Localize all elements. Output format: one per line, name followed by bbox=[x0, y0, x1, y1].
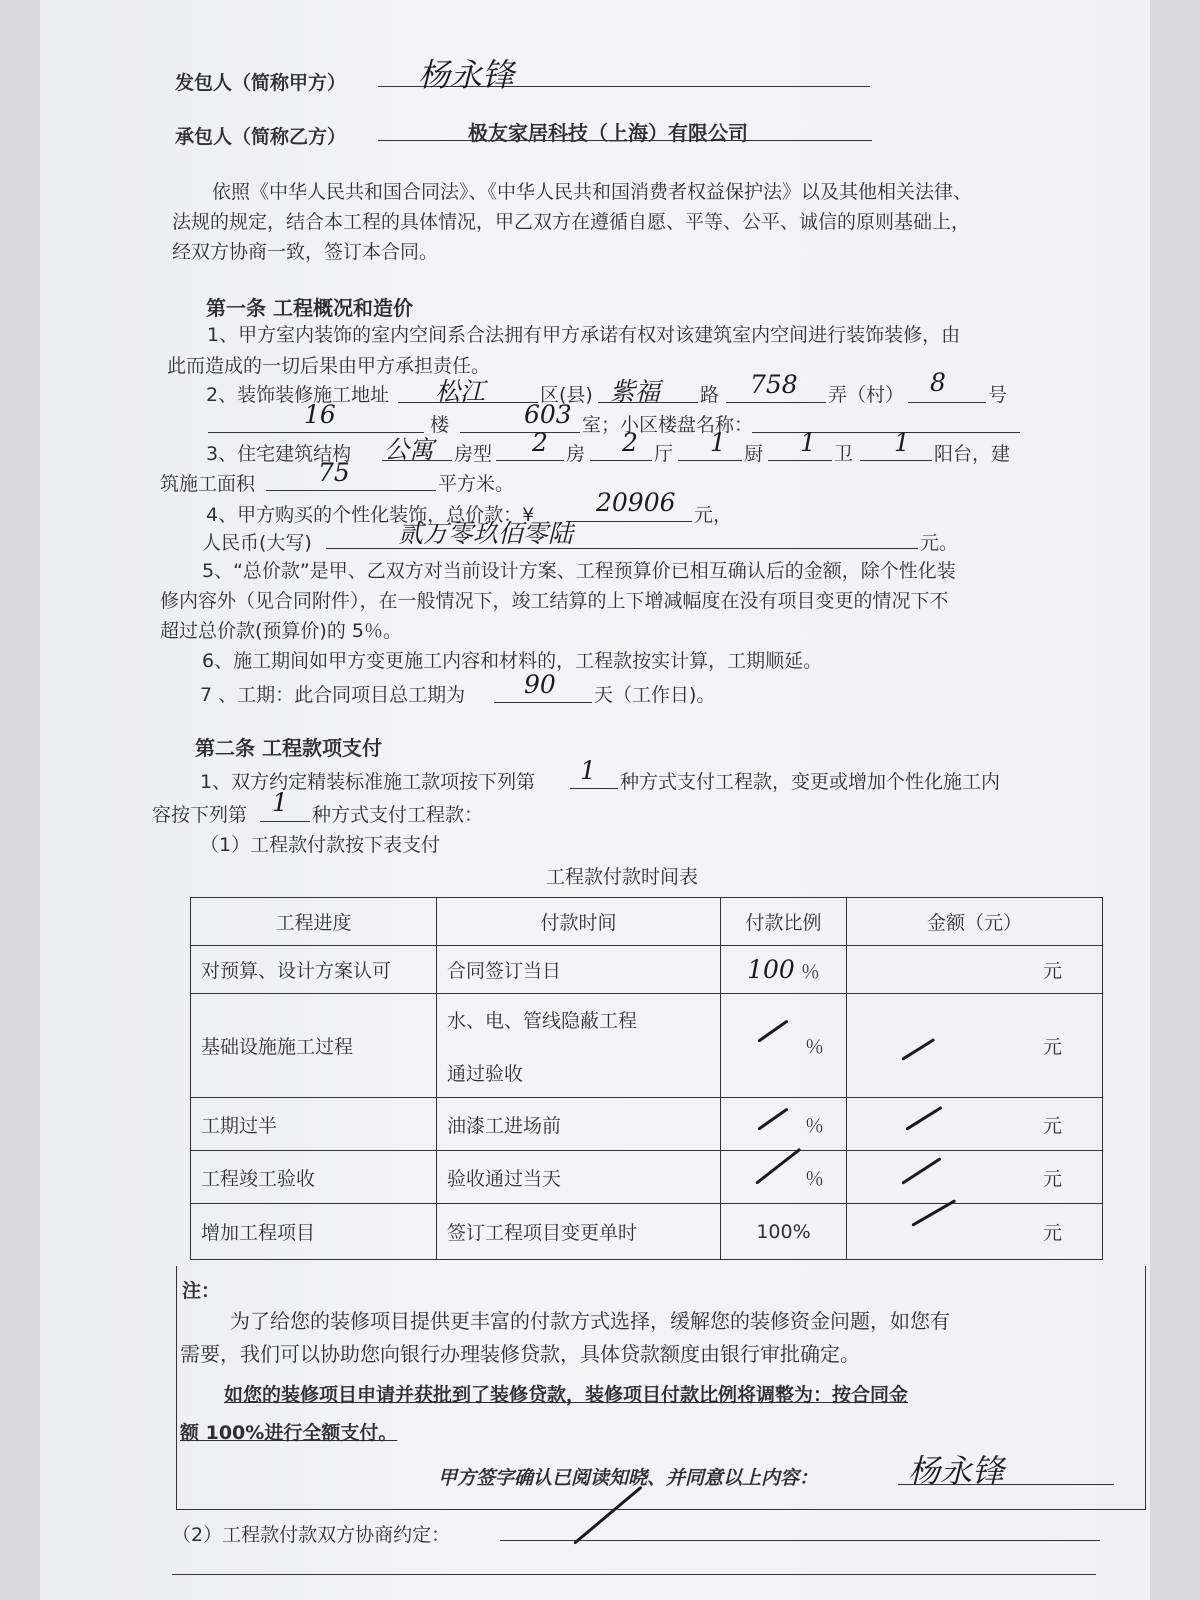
table-header-row bbox=[191, 898, 1103, 946]
row1-ratio bbox=[721, 946, 847, 994]
total-unit: 元， bbox=[694, 504, 733, 526]
rooms-value: 2 bbox=[532, 428, 548, 457]
rmb-label: 人民币(大写) bbox=[202, 532, 312, 554]
building-value: 16 bbox=[304, 400, 336, 429]
note-line-1: 为了给您的装修项目提供更丰富的付款方式选择，缓解您的装修资金问题，如您有 bbox=[230, 1309, 950, 1333]
row4-amount: 元 bbox=[847, 1151, 1103, 1204]
method2-line bbox=[260, 821, 310, 822]
intro-line-1: 依照《中华人民共和国合同法》、《中华人民共和国消费者权益保护法》以及其他相关法律、 bbox=[212, 181, 973, 203]
row4-time: 验收通过当天 bbox=[437, 1151, 721, 1204]
payment-sub1: （1）工程款付款按下表支付 bbox=[200, 834, 441, 856]
balconies-label: 阳台，建 bbox=[934, 443, 1011, 465]
row2-stage: 基础设施施工过程 bbox=[191, 994, 437, 1098]
area-label: 筑施工面积 bbox=[160, 473, 256, 495]
contract-page bbox=[40, 0, 1150, 1600]
row3-time: 油漆工进场前 bbox=[437, 1098, 721, 1151]
district-value: 松江 bbox=[435, 377, 486, 406]
area-value: 75 bbox=[318, 458, 350, 487]
row3-amount: 元 bbox=[847, 1098, 1103, 1151]
district-label: 区(县) bbox=[540, 384, 593, 406]
article1-item1-b: 此而造成的一切后果由甲方承担责任。 bbox=[167, 355, 491, 377]
duration-label: 7 、工期：此合同项目总工期为 bbox=[200, 684, 466, 706]
structure-label: 3、住宅建筑结构 bbox=[206, 443, 352, 465]
lane-line bbox=[726, 402, 826, 403]
row4-ratio: ％ bbox=[721, 1151, 847, 1204]
row2-time-a: 水、电、管线隐蔽工程 bbox=[447, 1009, 638, 1032]
payment-sub2: （2）工程款付款双方协商约定： bbox=[172, 1524, 451, 1546]
no-label: 号 bbox=[988, 384, 1008, 406]
lane-label: 弄（村） bbox=[828, 384, 905, 406]
note-line-3: 如您的装修项目申请并获批到了装修贷款，装修项目付款比例将调整为：按合同金 bbox=[224, 1384, 909, 1406]
payment-table-title: 工程款付款时间表 bbox=[546, 866, 699, 888]
row5-time: 签订工程项目变更单时 bbox=[437, 1204, 721, 1260]
item5-c: 超过总价款(预算价)的 5％。 bbox=[160, 620, 402, 642]
row5-stage: 增加工程项目 bbox=[191, 1204, 437, 1260]
rmb-unit: 元。 bbox=[920, 532, 959, 554]
duration-value: 90 bbox=[524, 670, 556, 699]
kitchens-label: 厨 bbox=[744, 443, 764, 465]
party-a-label: 发包人（简称甲方） bbox=[175, 72, 347, 94]
row1-stage: 对预算、设计方案认可 bbox=[191, 946, 437, 994]
balconies-line bbox=[860, 460, 932, 461]
sub2-line-1 bbox=[500, 1540, 1100, 1541]
total-line bbox=[566, 521, 692, 522]
balconies-value: 1 bbox=[894, 428, 910, 457]
article2-item1-c: 容按下列第 bbox=[152, 804, 248, 826]
article2-item1-d: 种方式支付工程款： bbox=[312, 804, 484, 826]
row2-ratio: ％ bbox=[721, 994, 847, 1098]
room-label: 室；小区楼盘名称： bbox=[582, 414, 754, 436]
row3-stage: 工期过半 bbox=[191, 1098, 437, 1151]
road-value: 紫福 bbox=[610, 377, 661, 406]
confirm-label: 甲方签字确认已阅读知晓、并同意以上内容： bbox=[438, 1467, 819, 1489]
article1-title: 第一条 工程概况和造价 bbox=[206, 296, 413, 320]
intro-line-3: 经双方协商一致，签订本合同。 bbox=[172, 241, 439, 263]
community-line bbox=[752, 432, 1020, 433]
structure-value: 公寓 bbox=[384, 435, 435, 464]
table-row bbox=[191, 994, 1103, 1098]
intro-line-2: 法规的规定，结合本工程的具体情况，甲乙双方在遵循自愿、平等、公平、诚信的原则基础上， bbox=[172, 211, 971, 233]
note-line-4: 额 100%进行全额支付。 bbox=[180, 1422, 398, 1444]
table-row bbox=[191, 946, 1103, 994]
row2-amount: 元 bbox=[847, 994, 1103, 1098]
header-ratio: 付款比例 bbox=[721, 898, 847, 946]
kitchens-line bbox=[678, 460, 742, 461]
item5-b: 修内容外（见合同附件），在一般情况下，竣工结算的上下增减幅度在没有项目变更的情况下不 bbox=[160, 590, 949, 612]
row2-time bbox=[437, 994, 721, 1098]
payment-table bbox=[190, 897, 1103, 1260]
duration-unit: 天（工作日)。 bbox=[594, 684, 716, 706]
halls-value: 2 bbox=[622, 428, 638, 457]
rooms-line bbox=[496, 460, 564, 461]
building-label: 楼 bbox=[430, 414, 450, 436]
confirm-signature: 杨永锋 bbox=[908, 1452, 1005, 1490]
header-stage: 工程进度 bbox=[191, 898, 437, 946]
rooms-label: 房 bbox=[566, 443, 586, 465]
article2-item1-a: 1、双方约定精装标准施工款项按下列第 bbox=[200, 771, 536, 793]
row1-ratio-unit: ％ bbox=[800, 961, 820, 983]
item6: 6、施工期间如甲方变更施工内容和材料的，工程款按实计算，工期顺延。 bbox=[202, 650, 823, 672]
method1-line bbox=[570, 788, 618, 789]
item5-a: 5、“总价款”是甲、乙双方对当前设计方案、工程预算价已相互确认后的金额，除个性化装 bbox=[202, 560, 956, 582]
row1-ratio-value: 100 bbox=[747, 955, 795, 984]
rmb-value: 贰万零玖佰零陆 bbox=[398, 519, 574, 548]
total-label: 4、甲方购买的个性化装饰，总价款：¥ bbox=[206, 504, 535, 526]
article1-item1-a: 1、甲方室内装饰的室内空间系合法拥有甲方承诺有权对该建筑室内空间进行装饰装修，由 bbox=[207, 324, 961, 346]
road-label: 路 bbox=[700, 384, 720, 406]
header-amount: 金额（元） bbox=[847, 898, 1103, 946]
sub2-line-2 bbox=[172, 1574, 1096, 1575]
table-row bbox=[191, 1204, 1103, 1260]
row2-time-b: 通过验收 bbox=[447, 1062, 524, 1085]
table-row bbox=[191, 1098, 1103, 1151]
row4-stage: 工程竣工验收 bbox=[191, 1151, 437, 1204]
table-row bbox=[191, 1151, 1103, 1204]
room-value: 603 bbox=[524, 400, 572, 429]
baths-line bbox=[768, 460, 832, 461]
note-line-2: 需要，我们可以协助您向银行办理装修贷款，具体贷款额度由银行审批确定。 bbox=[180, 1342, 860, 1366]
method2-value: 1 bbox=[272, 788, 288, 817]
no-line bbox=[908, 402, 986, 403]
area-line bbox=[266, 490, 436, 491]
row1-amount: 元 bbox=[847, 946, 1103, 994]
note-label: 注： bbox=[182, 1280, 221, 1302]
row1-time: 合同签订当日 bbox=[437, 946, 721, 994]
method1-value: 1 bbox=[580, 756, 596, 785]
party-b-name: 极友家居科技（上海）有限公司 bbox=[468, 121, 748, 145]
total-value: 20906 bbox=[596, 488, 676, 517]
article2-item1-b: 种方式支付工程款，变更或增加个性化施工内 bbox=[620, 771, 1001, 793]
lane-value: 758 bbox=[750, 370, 798, 399]
party-b-label: 承包人（简称乙方） bbox=[175, 126, 347, 148]
address-label: 2、装饰装修施工地址 bbox=[206, 384, 390, 406]
row5-ratio: 100% bbox=[721, 1204, 847, 1260]
area-unit: 平方米。 bbox=[438, 473, 515, 495]
row5-amount: 元 bbox=[847, 1204, 1103, 1260]
article2-title: 第二条 工程款项支付 bbox=[195, 736, 382, 760]
kitchens-value: 1 bbox=[710, 428, 726, 457]
halls-line bbox=[590, 460, 652, 461]
halls-label: 厅 bbox=[654, 443, 674, 465]
baths-label: 卫 bbox=[834, 443, 854, 465]
type-label: 房型 bbox=[454, 443, 493, 465]
party-a-signature: 杨永锋 bbox=[418, 56, 515, 94]
room-line bbox=[460, 432, 580, 433]
duration-line bbox=[494, 702, 592, 703]
baths-value: 1 bbox=[800, 428, 816, 457]
no-value: 8 bbox=[930, 368, 946, 397]
row3-ratio: ％ bbox=[721, 1098, 847, 1151]
header-time: 付款时间 bbox=[437, 898, 721, 946]
